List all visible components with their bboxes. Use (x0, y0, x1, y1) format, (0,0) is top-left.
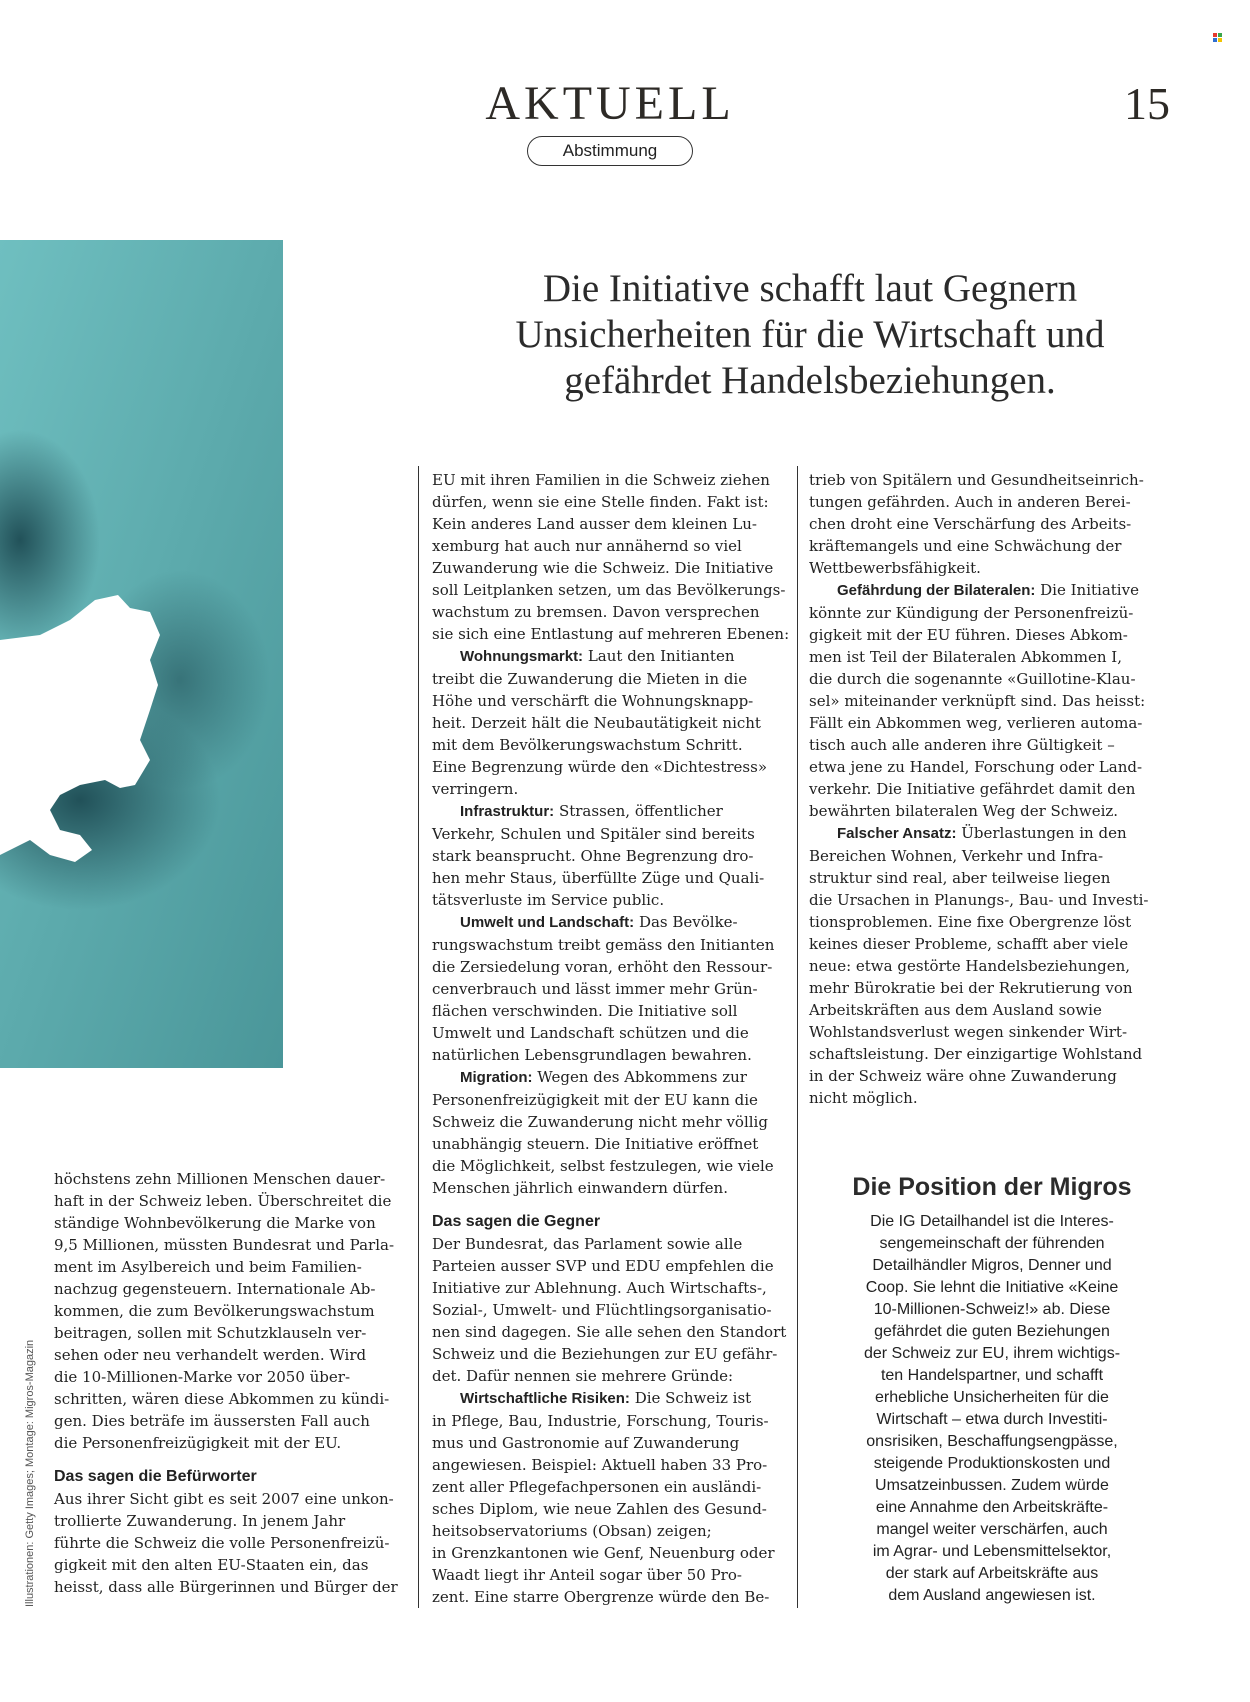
text-line: Die IG Detailhandel ist die Interes- (870, 1213, 1114, 1230)
text-line: tisch auch alle anderen ihre Gültigkeit – (809, 736, 1115, 754)
text-line: Waadt liegt ihr Anteil sogar über 50 Pro- (432, 1566, 742, 1584)
text-line: Bereichen Wohnen, Verkehr und Infra- (809, 847, 1104, 865)
headline-line: gefährdet Handelsbeziehungen. (564, 359, 1056, 402)
paragraph (809, 845, 1169, 1109)
text-line: schritten, wären diese Abkommen zu kündi- (54, 1390, 390, 1408)
text-line: kommen, die zum Bevölkerungswachstum (54, 1302, 375, 1320)
text-line: heisst, dass alle Bürgerinnen und Bürger der (54, 1578, 398, 1596)
text-line: Sozial-, Umwelt- und Flüchtlingsorganisatio- (432, 1301, 772, 1319)
text-line: mus und Gastronomie auf Zuwanderung (432, 1434, 740, 1452)
text-line: Umwelt und Landschaft schützen und die (432, 1024, 749, 1042)
text-line: tungen gefährden. Auch in anderen Berei- (809, 493, 1131, 511)
migros-box-text (832, 1211, 1152, 1607)
text-line: Verkehr, Schulen und Spitäler sind bereits (432, 825, 755, 843)
text-line: angewiesen. Beispiel: Aktuell haben 33 Pro- (432, 1456, 768, 1474)
text: Das Bevölke- (634, 913, 738, 931)
text-line: Wohlstandsverlust wegen sinkender Wirt- (809, 1023, 1128, 1041)
text-line: Kein anderes Land ausser dem kleinen Lu- (432, 515, 757, 533)
page-number: 15 (1124, 78, 1170, 129)
text-line: treibt die Zuwanderung die Mieten in die (432, 670, 748, 688)
paragraph (432, 668, 794, 800)
paragraph-lead (809, 579, 1169, 602)
text-line: ständige Wohnbevölkerung die Marke von (54, 1214, 376, 1232)
text-line: nen sind dagegen. Sie alle sehen den Standort (432, 1323, 787, 1341)
text-line: mangel weiter verschärfen, auch (876, 1521, 1108, 1538)
text-line: gen. Dies beträfe im äussersten Fall auch (54, 1412, 370, 1430)
text-line: im Agrar- und Lebensmittelsektor, (872, 1543, 1112, 1560)
text-line: ten Handelspartner, und schafft (880, 1367, 1104, 1384)
column-divider (797, 466, 798, 1608)
headline (470, 266, 1150, 404)
paragraph-lead (432, 1387, 794, 1410)
text-line: flächen verschwinden. Die Initiative soll (432, 1002, 738, 1020)
text-line: zent. Eine starre Obergrenze würde den Be- (432, 1588, 770, 1606)
text-line: det. Dafür nennen sie mehrere Gründe: (432, 1367, 734, 1385)
text-line: Initiative zur Ablehnung. Auch Wirtschafts-, (432, 1279, 767, 1297)
text-line: haft in der Schweiz leben. Überschreitet die (54, 1192, 392, 1210)
paragraph (54, 1168, 414, 1454)
text-line: höchstens zehn Millionen Menschen dauer- (54, 1170, 386, 1188)
text-line: Detailhändler Migros, Denner und (872, 1257, 1112, 1274)
text-line: trieb von Spitälern und Gesundheitseinrich- (809, 471, 1144, 489)
text-line: in Grenzkantonen wie Genf, Neuenburg oder (432, 1544, 775, 1562)
run-in-heading: Gefährdung der Bilateralen: (837, 582, 1036, 599)
paragraph (54, 1488, 414, 1598)
text-line: erhebliche Unsicherheiten für die (875, 1389, 1109, 1406)
text-line: ment im Asylbereich und beim Familien- (54, 1258, 362, 1276)
column-divider (418, 466, 419, 1608)
text-line: natürlichen Lebensgrundlagen bewahren. (432, 1046, 752, 1064)
subheading-befuerworter: Das sagen die Befürworter (54, 1468, 257, 1485)
paragraph (432, 1089, 794, 1199)
headline-line: Unsicherheiten für die Wirtschaft und (515, 313, 1105, 356)
text-line: chen droht eine Verschärfung des Arbeits- (809, 515, 1132, 533)
text-line: verkehr. Die Initiative gefährdet damit den (809, 780, 1136, 798)
text-line: Fällt ein Abkommen weg, verlieren automa- (809, 714, 1143, 732)
text-line: der stark auf Arbeitskräfte aus (885, 1565, 1099, 1582)
text-line: 9,5 Millionen, müssten Bundesrat und Parla- (54, 1236, 395, 1254)
text-line: Umsatzeinbussen. Zudem würde (875, 1477, 1109, 1494)
text-line: Wirtschaft – etwa durch Investiti- (876, 1411, 1108, 1428)
text-line: neue: etwa gestörte Handelsbeziehungen, (809, 957, 1131, 975)
text-line: die 10-Millionen-Marke vor 2050 über- (54, 1368, 351, 1386)
text-line: Wettbewerbsfähigkeit. (809, 559, 981, 577)
text-line: nachzug gegensteuern. Internationale Ab- (54, 1280, 376, 1298)
text-line: dürfen, wenn sie eine Stelle finden. Fakt ist: (432, 493, 769, 511)
text-line: beitragen, sollen mit Schutzklauseln ver- (54, 1324, 367, 1342)
text-line: Zuwanderung wie die Schweiz. Die Initiative (432, 559, 774, 577)
paragraph-lead (809, 822, 1169, 845)
illustration-switzerland-map (0, 240, 283, 1068)
text-line: sengemeinschaft der führenden (879, 1235, 1105, 1252)
text-line: zent aller Pflegefachpersonen ein ausländi- (432, 1478, 762, 1496)
text-line: die Möglichkeit, selbst festzulegen, wie viele (432, 1157, 774, 1175)
paragraph-lead (432, 1066, 794, 1089)
text-line: Schweiz und die Beziehungen zur EU gefähr- (432, 1345, 778, 1363)
run-in-heading: Falscher Ansatz: (837, 825, 957, 842)
text-line: eine Annahme den Arbeitskräfte- (875, 1499, 1109, 1516)
text-line: sches Diplom, wie neue Zahlen des Gesund- (432, 1500, 767, 1518)
headline-line: Die Initiative schafft laut Gegnern (542, 267, 1078, 310)
text-line: mehr Bürokratie bei der Rekrutierung von (809, 979, 1133, 997)
text-line: sie sich eine Entlastung auf mehreren Ebenen: (432, 625, 790, 643)
paragraph (432, 1233, 794, 1387)
text: Die Schweiz ist (629, 1389, 752, 1407)
text-line: 10-Millionen-Schweiz!» ab. Diese (873, 1301, 1111, 1318)
text-line: die Personenfreizügigkeit mit der EU. (54, 1434, 342, 1452)
text-line: dem Ausland angewiesen ist. (888, 1587, 1096, 1604)
text-line: heitsobservatoriums (Obsan) zeigen; (432, 1522, 712, 1540)
text-line: könnte zur Kündigung der Personenfreizü- (809, 604, 1134, 622)
text-line: sel» miteinander verknüpft sind. Das heisst: (809, 692, 1146, 710)
text-line: verringern. (432, 780, 519, 798)
text-line: Parteien ausser SVP und EDU empfehlen die (432, 1257, 774, 1275)
text: Wegen des Abkommens zur (532, 1068, 747, 1086)
run-in-heading: Wirtschaftliche Risiken: (460, 1390, 630, 1407)
text-line: unabhängig steuern. Die Initiative eröffnet (432, 1135, 759, 1153)
text-line: der Schweiz zur EU, ihrem wichtigs- (863, 1345, 1121, 1362)
text-line: hen mehr Staus, überfüllte Züge und Quali- (432, 869, 765, 887)
text-line: kräftemangels und eine Schwächung der (809, 537, 1122, 555)
text-line: rungswachstum treibt gemäss den Initianten (432, 936, 775, 954)
photo-credit: Illustrationen: Getty Images; Montage: Migros-Magazin (24, 1339, 36, 1607)
text: Die Initiative (1035, 581, 1139, 599)
text-line: führte die Schweiz die volle Personenfreizü- (54, 1534, 390, 1552)
text-line: Coop. Sie lehnt die Initiative «Keine (865, 1279, 1119, 1296)
text-line: die durch die sogenannte «Guillotine-Klau- (809, 670, 1136, 688)
run-in-heading: Infrastruktur: (460, 803, 555, 820)
text-line: in Pflege, Bau, Industrie, Forschung, Touris- (432, 1412, 769, 1430)
text-line: struktur sind real, aber teilweise liegen (809, 869, 1111, 887)
text-line: heit. Derzeit hält die Neubautätigkeit nicht (432, 714, 761, 732)
paragraph (432, 823, 794, 911)
text-line: Eine Begrenzung würde den «Dichtestress» (432, 758, 767, 776)
text-line: nicht möglich. (809, 1089, 918, 1107)
paragraph (432, 1410, 794, 1608)
run-in-heading: Wohnungsmarkt: (460, 648, 584, 665)
paragraph (432, 469, 794, 645)
text-line: tätsverluste im Service public. (432, 891, 665, 909)
article-column-1 (54, 1168, 414, 1598)
text-line: Menschen jährlich einwandern dürfen. (432, 1179, 728, 1197)
run-in-heading: Migration: (460, 1069, 533, 1086)
text-line: etwa jene zu Handel, Forschung oder Land- (809, 758, 1143, 776)
article-column-2 (432, 469, 794, 1608)
paragraph (809, 469, 1169, 579)
text-line: gefährdet die guten Beziehungen (874, 1323, 1110, 1340)
paragraph (809, 602, 1169, 822)
text-line: die Ursachen in Planungs-, Bau- und Investi- (809, 891, 1149, 909)
text: Überlastungen in den (956, 824, 1127, 842)
paragraph-lead (432, 911, 794, 934)
text-line: gigkeit mit den alten EU-Staaten ein, das (54, 1556, 369, 1574)
migros-box-title: Die Position der Migros (852, 1173, 1132, 1201)
section-title: AKTUELL (485, 77, 735, 130)
text-line: sehen oder neu verhandelt werden. Wird (54, 1346, 367, 1364)
text: Strassen, öffentlicher (554, 802, 723, 820)
text-line: soll Leitplanken setzen, um das Bevölkerungs- (432, 581, 786, 599)
text-line: stark beansprucht. Ohne Begrenzung dro- (432, 847, 754, 865)
text-line: men ist Teil der Bilateralen Abkommen I, (809, 648, 1123, 666)
text-line: EU mit ihren Familien in die Schweiz ziehen (432, 471, 770, 489)
article-column-3 (809, 469, 1169, 1109)
text-line: schaftsleistung. Der einzigartige Wohlstand (809, 1045, 1143, 1063)
color-dots-icon (1213, 33, 1223, 43)
text-line: bewährten bilateralen Weg der Schweiz. (809, 802, 1119, 820)
text-line: Höhe und verschärft die Wohnungsknapp- (432, 692, 754, 710)
text-line: Personenfreizügigkeit mit der EU kann die (432, 1091, 758, 1109)
text-line: in der Schweiz wäre ohne Zuwanderung (809, 1067, 1117, 1085)
paragraph-lead (432, 645, 794, 668)
run-in-heading: Umwelt und Landschaft: (460, 914, 635, 931)
text-line: wachstum zu bremsen. Davon versprechen (432, 603, 760, 621)
text-line: trollierte Zuwanderung. In jenem Jahr (54, 1512, 346, 1530)
text-line: Schweiz die Zuwanderung nicht mehr völlig (432, 1113, 768, 1131)
paragraph (432, 934, 794, 1066)
text-line: steigende Produktionskosten und (873, 1455, 1111, 1472)
text-line: keines dieser Probleme, schafft aber viele (809, 935, 1129, 953)
text-line: cenverbrauch und lässt immer mehr Grün- (432, 980, 758, 998)
text-line: xemburg hat auch nur annähernd so viel (432, 537, 742, 555)
text-line: mit dem Bevölkerungswachstum Schritt. (432, 736, 743, 754)
text-line: Aus ihrer Sicht gibt es seit 2007 eine unkon- (54, 1490, 394, 1508)
topic-tag: Abstimmung (527, 136, 693, 166)
text: Laut den Initianten (583, 647, 735, 665)
subheading-gegner: Das sagen die Gegner (432, 1213, 601, 1230)
text-line: tionsproblemen. Eine fixe Obergrenze löst (809, 913, 1132, 931)
paragraph-lead (432, 800, 794, 823)
text-line: Der Bundesrat, das Parlament sowie alle (432, 1235, 743, 1253)
text-line: onsrisiken, Beschaffungsengpässe, (866, 1433, 1118, 1450)
text-line: gigkeit mit der EU führen. Dieses Abkom- (809, 626, 1128, 644)
text-line: Arbeitskräften aus dem Ausland sowie (809, 1001, 1102, 1019)
text-line: die Zersiedelung voran, erhöht den Ressour- (432, 958, 773, 976)
